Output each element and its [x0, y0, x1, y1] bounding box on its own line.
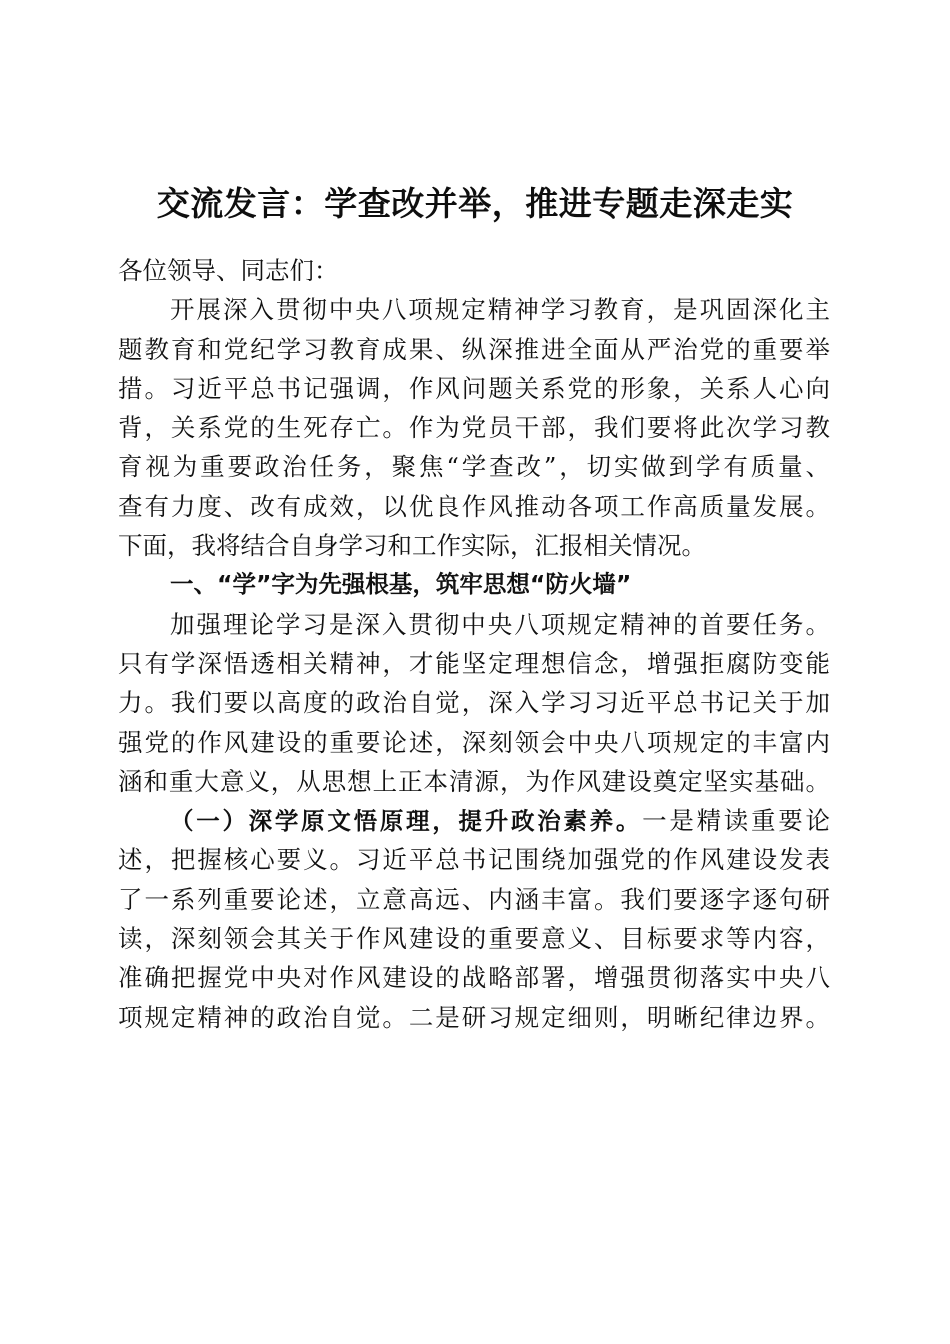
paragraph-1-line-1: 开展深入贯彻中央八项规定精神学习教育，是巩固深化主 — [170, 295, 830, 325]
paragraph-1-line-5: 育视为重要政治任务，聚焦“学查改”，切实做到学有质量、 — [118, 452, 830, 482]
document-body — [118, 251, 830, 1037]
paragraph-2-line-2: 只有学深悟透相关精神，才能坚定理想信念，增强拒腐防变能 — [118, 648, 830, 678]
salutation: 各位领导、同志们： — [118, 256, 339, 285]
document-title: 交流发言：学查改并举，推进专题走深走实 — [156, 184, 794, 223]
section-heading-1: 一、“学”字为先强根基，筑牢思想“防火墙” — [170, 570, 632, 599]
paragraph-3-line-6: 项规定精神的政治自觉。二是研习规定细则，明晰纪律边界。 — [118, 1002, 830, 1032]
paragraph-1-line-4: 背，关系党的生死存亡。作为党员干部，我们要将此次学习教 — [118, 413, 830, 443]
paragraph-3-line-4: 读，深刻领会其关于作风建设的重要意义、目标要求等内容， — [118, 924, 830, 954]
paragraph-3-line-1 — [118, 801, 830, 840]
paragraph-2-line-4: 强党的作风建设的重要论述，深刻领会中央八项规定的丰富内 — [118, 727, 830, 757]
paragraph-3-line-5: 准确把握党中央对作风建设的战略部署，增强贯彻落实中央八 — [118, 963, 830, 993]
paragraph-3-line-2: 述，把握核心要义。习近平总书记围绕加强党的作风建设发表 — [118, 845, 830, 875]
paragraph-1-line-6: 查有力度、改有成效，以优良作风推动各项工作高质量发展。 — [118, 491, 830, 521]
paragraph-2-line-3: 力。我们要以高度的政治自觉，深入学习习近平总书记关于加 — [118, 688, 830, 718]
paragraph-1-line-7: 下面，我将结合自身学习和工作实际，汇报相关情况。 — [118, 531, 706, 561]
paragraph-3-line-3: 了一系列重要论述，立意高远、内涵丰富。我们要逐字逐句研 — [118, 884, 830, 914]
subheading-1: （一）深学原文悟原理，提升政治素养。 — [170, 807, 643, 836]
paragraph-2-line-1: 加强理论学习是深入贯彻中央八项规定精神的首要任务。 — [170, 609, 830, 639]
paragraph-2-line-5: 涵和重大意义，从思想上正本清源，为作风建设奠定坚实基础。 — [118, 766, 830, 796]
paragraph-3-line-1-text: 一是精读重要论 — [642, 806, 830, 836]
paragraph-1-line-2: 题教育和党纪学习教育成果、纵深推进全面从严治党的重要举 — [118, 334, 830, 364]
paragraph-1-line-3: 措。习近平总书记强调，作风问题关系党的形象，关系人心向 — [118, 373, 830, 403]
